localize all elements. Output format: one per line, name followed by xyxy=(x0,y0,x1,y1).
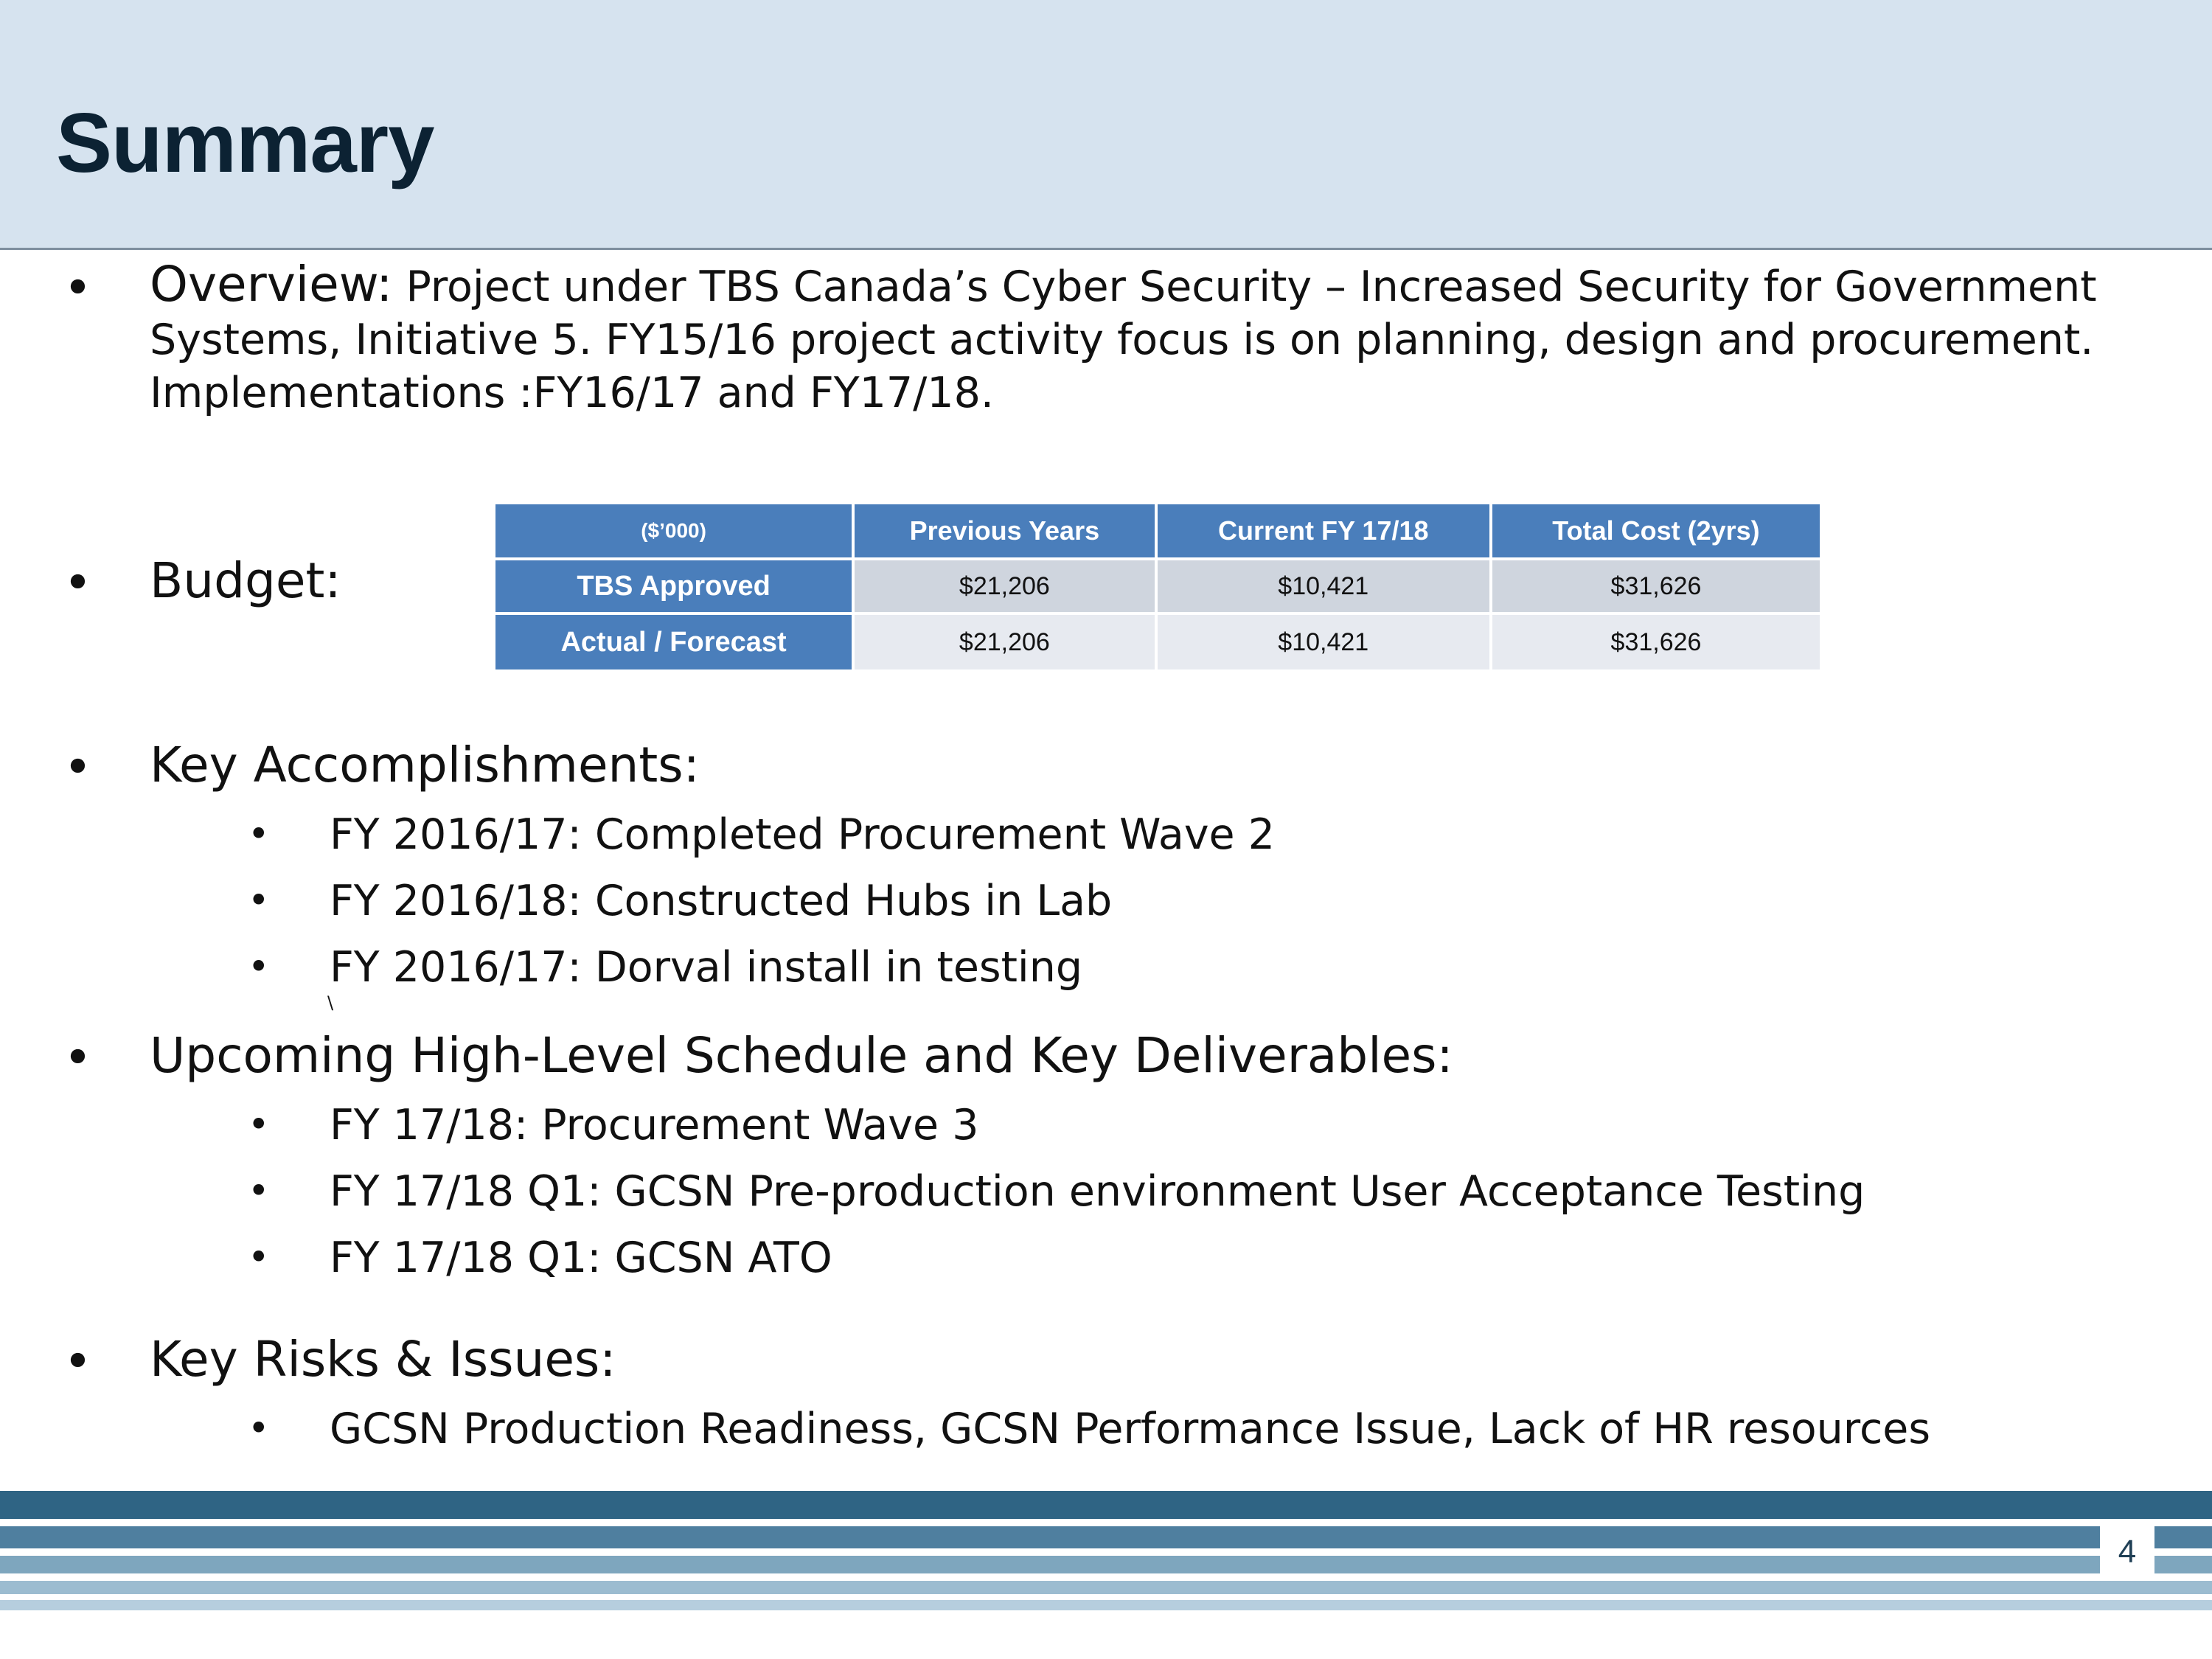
footer-stripe xyxy=(0,1581,2212,1594)
schedule-item: FY 17/18 Q1: GCSN Pre-production environment User Acceptance Testing xyxy=(330,1167,1865,1216)
accomplishment-item: FY 2016/17: Completed Procurement Wave 2 xyxy=(330,810,1275,859)
budget-col-current-fy: Current FY 17/18 xyxy=(1158,504,1489,557)
accomplishment-item: FY 2016/18: Constructed Hubs in Lab xyxy=(330,877,1113,925)
accomplishments-label: Key Accomplishments: xyxy=(150,737,700,793)
slide-title: Summary xyxy=(56,97,434,190)
stray-backslash-mark: \ xyxy=(327,992,334,1013)
schedule-item: FY 17/18 Q1: GCSN ATO xyxy=(330,1234,832,1282)
header-divider xyxy=(0,248,2212,250)
bullet-overview: • xyxy=(63,260,92,316)
risk-item: GCSN Production Readiness, GCSN Performance Issue, Lack of HR resources xyxy=(330,1405,1931,1453)
budget-cell: $10,421 xyxy=(1158,615,1489,669)
bullet-risks: • xyxy=(63,1333,92,1390)
sub-bullet: • xyxy=(248,1236,270,1279)
budget-cell: $21,206 xyxy=(855,615,1154,669)
schedule-label: Upcoming High-Level Schedule and Key Deliverables: xyxy=(150,1027,1453,1084)
overview-paragraph xyxy=(150,258,2177,420)
budget-row-actual-forecast xyxy=(495,615,1820,669)
footer-stripe xyxy=(0,1556,2212,1573)
budget-cell: $31,626 xyxy=(1492,560,1820,612)
risks-label: Key Risks & Issues: xyxy=(150,1331,616,1388)
footer-stripe xyxy=(0,1600,2212,1610)
overview-text: Project under TBS Canada’s Cyber Security – Increased Security for Government Systems, Initiative 5. FY15/16 project activity focus is on planning, design and procurement. Implementations :FY16/17 and FY17/18. xyxy=(150,262,2097,417)
budget-table-header-row xyxy=(495,504,1820,557)
accomplishment-item: FY 2016/17: Dorval install in testing xyxy=(330,943,1083,992)
sub-bullet: • xyxy=(248,1169,270,1212)
budget-row-label: Actual / Forecast xyxy=(495,615,852,669)
sub-bullet: • xyxy=(248,813,270,855)
budget-cell: $10,421 xyxy=(1158,560,1489,612)
footer-stripe xyxy=(0,1526,2212,1548)
bullet-schedule: • xyxy=(63,1029,92,1086)
budget-cell: $31,626 xyxy=(1492,615,1820,669)
bullet-budget: • xyxy=(63,554,92,611)
footer-stripe xyxy=(0,1491,2212,1519)
schedule-item: FY 17/18: Procurement Wave 3 xyxy=(330,1101,979,1150)
sub-bullet: • xyxy=(248,879,270,922)
page-number: 4 xyxy=(2100,1525,2154,1579)
sub-bullet: • xyxy=(248,1103,270,1146)
bullet-accomplishments: • xyxy=(63,739,92,796)
sub-bullet: • xyxy=(248,1407,270,1450)
budget-row-tbs-approved xyxy=(495,560,1820,612)
budget-row-label: TBS Approved xyxy=(495,560,852,612)
overview-label: Overview: xyxy=(150,256,393,313)
budget-label: Budget: xyxy=(150,552,341,609)
sub-bullet: • xyxy=(248,945,270,988)
budget-col-total-cost: Total Cost (2yrs) xyxy=(1492,504,1820,557)
budget-cell: $21,206 xyxy=(855,560,1154,612)
budget-col-previous-years: Previous Years xyxy=(855,504,1154,557)
budget-col-units: ($’000) xyxy=(495,504,852,557)
budget-table xyxy=(493,501,1823,672)
